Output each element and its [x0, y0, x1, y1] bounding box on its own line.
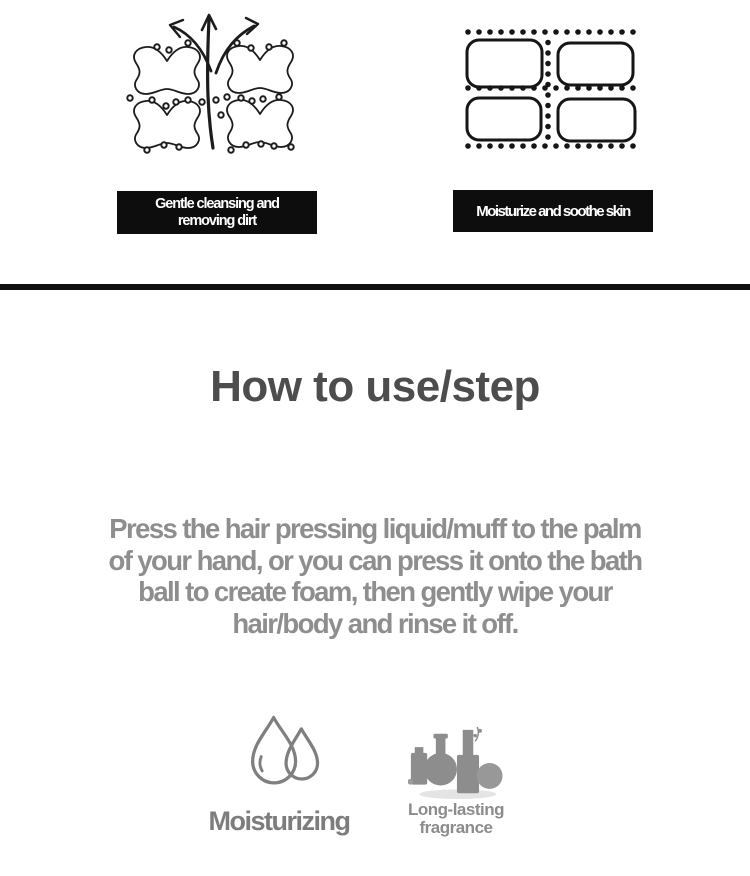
moisture-cells-diagram-illustration [455, 25, 665, 160]
water-droplets-icon [245, 706, 329, 790]
caption-line: Moisturize and soothe skin [476, 202, 630, 220]
section-divider [0, 284, 750, 290]
caption-line: Gentle cleansing and [155, 196, 279, 212]
caption-line: removing dirt [177, 212, 257, 229]
instruction-line: Press the hair pressing liquid/muff to the palm [109, 513, 641, 544]
rising-arrows-icon [170, 15, 258, 148]
howto-instructions [0, 513, 750, 639]
perfume-bottles-icon [408, 724, 504, 801]
instruction-line: of your hand, or you can press it onto the bath [108, 544, 642, 576]
instruction-line: hair/body and rinse it off. [232, 607, 518, 639]
feature-label-fragrance [376, 801, 536, 837]
cleansing-dirt-diagram-illustration [85, 5, 315, 160]
feature-label-moisturizing: Moisturizing [208, 806, 350, 836]
benefit-caption-moisturize [453, 190, 653, 232]
benefit-caption-cleansing [117, 191, 317, 234]
feature-label-line: Long-lasting [408, 800, 504, 819]
feature-label-line: fragrance [419, 818, 493, 837]
moisture-dots [465, 29, 636, 149]
instruction-line: ball to create foam, then gently wipe your [138, 576, 612, 607]
howto-section-title: How to use/step [210, 362, 540, 411]
